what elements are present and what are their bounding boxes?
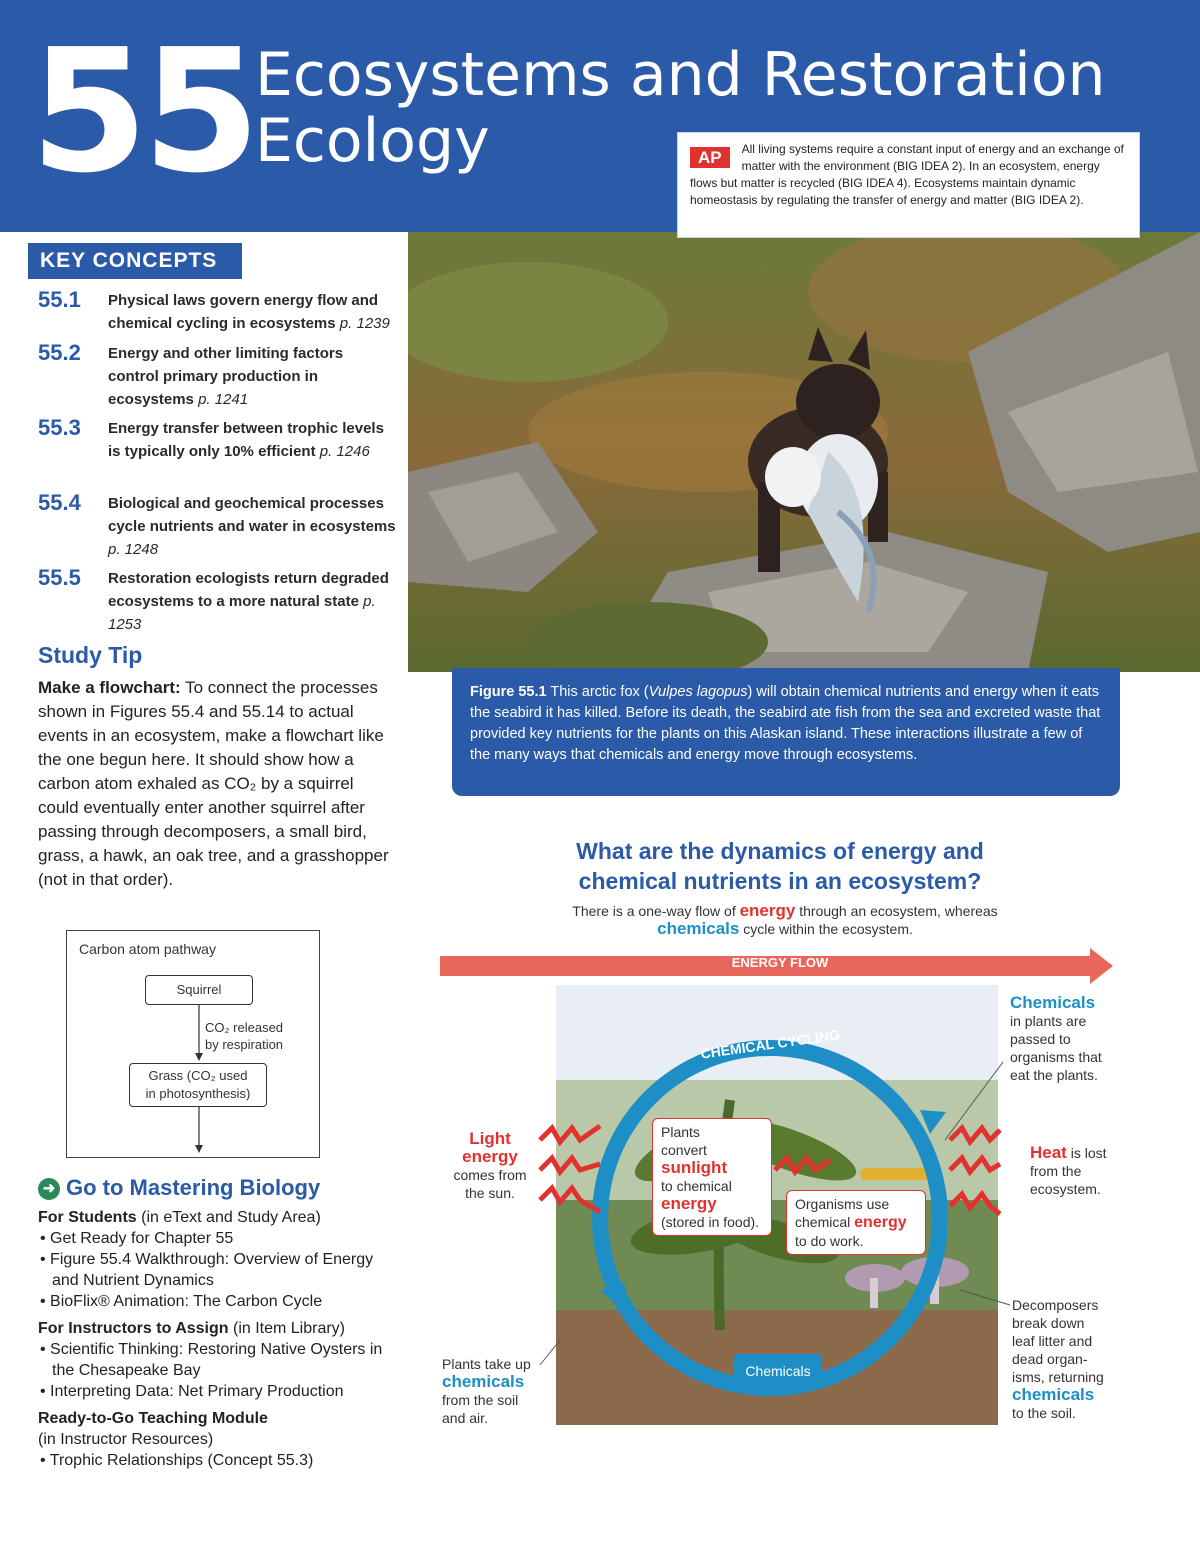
energy-flow-label: ENERGY FLOW (731, 955, 829, 970)
concept-number: 55.1 (38, 287, 81, 312)
section-question: What are the dynamics of energy and chemical nutrients in an ecosystem? (576, 838, 984, 894)
concept-text: Energy transfer between trophic levels is typically only 10% efficient (108, 420, 384, 460)
chapter-title-line1: Ecosystems and Restoration (255, 40, 1106, 110)
chapter-number: 55 (30, 13, 255, 211)
figure-label: Figure 55.1 (470, 684, 547, 700)
plants-take-up-text: Plants take up chemicals from the soil and air. (442, 1356, 531, 1426)
ap-badge: AP (690, 147, 730, 168)
flowchart-box-grass: Grass (CO₂ used in photosynthesis) (129, 1063, 267, 1107)
chemicals-center-label: Chemicals (734, 1354, 822, 1388)
concept-number: 55.3 (38, 415, 81, 440)
chapter-title-line2: Ecology (255, 106, 490, 176)
flowchart-arrow-label: CO₂ released by respiration (205, 1020, 284, 1052)
list-item[interactable]: • Interpreting Data: Net Primary Production (38, 1381, 398, 1402)
concept-page: p. 1248 (108, 541, 159, 558)
mushroom-stem (870, 1278, 878, 1308)
flowchart-box-squirrel: Squirrel (145, 975, 253, 1005)
concept-text: Restoration ecologists return degraded ecosystems to a more natural state (108, 570, 389, 610)
concept-number: 55.2 (38, 340, 81, 365)
figure-caption: Figure 55.1 This arctic fox (Vulpes lagopus) will obtain chemical nutrients and energy when it eats the seabird it has killed. Before its death, the seabird ate fish from the sea and excreted waste that provided key nutrients for the plants on this Alaskan island. These interactions illustrate a few of the many ways that chemicals and energy move through ecosystems. (452, 668, 1120, 796)
ap-box (677, 132, 1140, 238)
chemicals-passed-text: Chemicals in plants are passed to organisms that eat the plants. (1010, 993, 1102, 1083)
list-item[interactable]: • BioFlix® Animation: The Carbon Cycle (38, 1291, 398, 1312)
concept-text: Physical laws govern energy flow and chemical cycling in ecosystems (108, 292, 379, 332)
concept-text: Energy and other limiting factors control primary production in ecosystems (108, 345, 344, 408)
concept-number: 55.5 (38, 565, 81, 590)
concept-text: Biological and geochemical processes cycle nutrients and water in ecosystems (108, 495, 396, 535)
organisms-work-callout: Organisms use chemical energy to do work. (786, 1190, 926, 1255)
list-item[interactable]: • Figure 55.4 Walkthrough: Overview of Energy and Nutrient Dynamics (38, 1249, 398, 1291)
list-item[interactable]: • Trophic Relationships (Concept 55.3) (38, 1450, 398, 1471)
section-subtitle: There is a one-way flow of energy through an ecosystem, whereas chemicals cycle within the ecosystem. (572, 901, 998, 938)
list-item[interactable]: • Scientific Thinking: Restoring Native Oysters in the Chesapeake Bay (38, 1339, 398, 1381)
concept-number: 55.4 (38, 490, 81, 515)
study-tip-lead: Make a flowchart: (38, 678, 181, 697)
caterpillar (860, 1168, 935, 1180)
concept-page: p. 1246 (319, 443, 370, 460)
study-tip-text: To connect the processes shown in Figures 55.4 and 55.14 to actual events in an ecosystem, make a flowchart like the one begun here. It should show how a carbon atom exhaled as CO₂ by a squirrel could eventually enter another squirrel after passing through decomposers, a small bird, grass, a hawk, an oak tree, and a grasshopper (not in that order). (38, 678, 389, 889)
ap-text: All living systems require a constant input of energy and an exchange of matter with the environment (BIG IDEA 2). In an ecosystem, energy flows but matter is recycled (BIG IDEA 4). Ecosystems maintain dynamic homeostasis by regulating the transfer of energy and matter (BIG IDEA 2). (690, 142, 1124, 207)
arrow-right-icon: ➜ (38, 1178, 60, 1200)
key-concepts-heading: KEY CONCEPTS (28, 243, 242, 279)
concept-page: p. 1253 (108, 593, 376, 633)
mastering-biology: ➜ Go to Mastering Biology For Students (in eText and Study Area) • Get Ready for Chapter 55 • Figure 55.4 Walkthrough: Overview of Energy and Nutrient Dynamics • BioFlix® Animation: The Carbon Cycle For Instructors to Assign (in Item Library) • Scientific Thinking: Restoring Native Oysters in the Chesapeake Bay • Interpreting Data: Net Primary Production Ready-to-Go Teaching Module (in Instructor Resources) • Trophic Relationships (Concept 55.3) (38, 1175, 398, 1471)
concept-page: p. 1241 (198, 391, 249, 408)
plants-convert-callout: Plants convert sunlight to chemical energy (stored in food). (652, 1118, 772, 1236)
chemical-cycling-label: CHEMICAL CYCLING (699, 1026, 841, 1062)
light-energy-text: Light energy comes from the sun. (453, 1129, 527, 1201)
concept-page: p. 1239 (339, 315, 390, 332)
species-name: Vulpes lagopus (648, 684, 748, 700)
mastering-heading[interactable]: ➜ Go to Mastering Biology (38, 1175, 398, 1201)
decomposers-text: Decomposers break down leaf litter and dead organ- isms, returning chemicals to the soil. (1012, 1297, 1104, 1421)
study-tip-heading: Study Tip (38, 642, 143, 668)
heat-lost-text: Heat is lost from the ecosystem. (1030, 1143, 1107, 1197)
list-item[interactable]: • Get Ready for Chapter 55 (38, 1228, 398, 1249)
flowchart-title: Carbon atom pathway (79, 941, 216, 957)
